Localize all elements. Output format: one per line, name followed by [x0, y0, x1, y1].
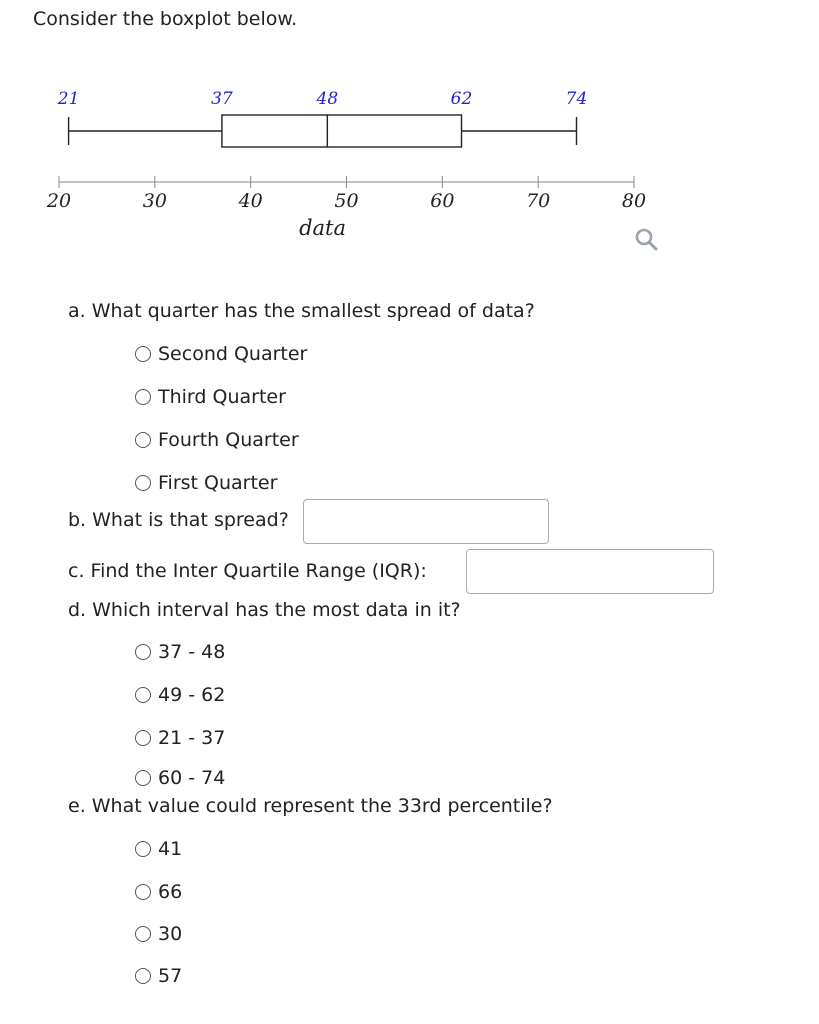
option-a-3[interactable] [135, 429, 299, 451]
question-d: d. Which interval has the most data in it? [68, 599, 461, 621]
radio-icon[interactable] [135, 926, 151, 942]
iqr-box [222, 115, 462, 147]
x-axis-label: data [299, 216, 347, 240]
value-label: 37 [211, 89, 233, 109]
option-label: 41 [158, 838, 183, 860]
x-tick-label: 60 [430, 190, 455, 212]
intro-text: Consider the boxplot below. [33, 8, 298, 30]
radio-icon[interactable] [135, 346, 151, 362]
x-tick-label: 80 [621, 190, 647, 212]
option-label: 49 - 62 [158, 684, 226, 706]
option-label: First Quarter [158, 472, 278, 494]
option-label: 60 - 74 [158, 767, 226, 789]
option-d-3[interactable] [135, 727, 225, 749]
x-tick-label: 30 [142, 190, 167, 212]
radio-icon[interactable] [135, 644, 151, 660]
question-c: c. Find the Inter Quartile Range (IQR): [68, 560, 427, 582]
value-label: 62 [450, 89, 473, 109]
option-label: 37 - 48 [158, 641, 226, 663]
radio-icon[interactable] [135, 432, 151, 448]
option-label: 21 - 37 [158, 727, 226, 749]
question-a: a. What quarter has the smallest spread of data? [68, 300, 535, 322]
x-tick-label: 20 [46, 190, 72, 212]
boxplot-chart [0, 70, 819, 245]
radio-icon[interactable] [135, 687, 151, 703]
value-label: 48 [316, 89, 339, 109]
option-e-1[interactable] [135, 838, 182, 860]
radio-icon[interactable] [135, 730, 151, 746]
option-e-4[interactable] [135, 965, 182, 987]
option-a-2[interactable] [135, 386, 286, 408]
option-label: 66 [158, 881, 183, 903]
radio-icon[interactable] [135, 884, 151, 900]
option-a-1[interactable] [135, 343, 307, 365]
option-e-3[interactable] [135, 923, 182, 945]
radio-icon[interactable] [135, 389, 151, 405]
radio-icon[interactable] [135, 475, 151, 491]
option-d-4[interactable] [135, 767, 225, 789]
question-e: e. What value could represent the 33rd percentile? [68, 795, 553, 817]
magnifier-icon[interactable] [633, 226, 661, 254]
value-label: 74 [565, 89, 588, 109]
option-label: Second Quarter [158, 343, 308, 365]
x-tick-label: 50 [334, 190, 359, 212]
x-tick-label: 40 [238, 190, 263, 212]
spread-answer-input[interactable] [303, 499, 549, 544]
option-label: 30 [158, 923, 183, 945]
option-e-2[interactable] [135, 881, 182, 903]
value-label: 21 [57, 89, 80, 109]
x-tick-label: 70 [526, 190, 551, 212]
option-d-2[interactable] [135, 684, 225, 706]
radio-icon[interactable] [135, 968, 151, 984]
option-label: Fourth Quarter [158, 429, 299, 451]
option-d-1[interactable] [135, 641, 225, 663]
question-b: b. What is that spread? [68, 509, 289, 531]
option-label: Third Quarter [158, 386, 286, 408]
iqr-answer-input[interactable] [466, 549, 714, 594]
option-a-4[interactable] [135, 472, 277, 494]
radio-icon[interactable] [135, 841, 151, 857]
option-label: 57 [158, 965, 183, 987]
radio-icon[interactable] [135, 770, 151, 786]
